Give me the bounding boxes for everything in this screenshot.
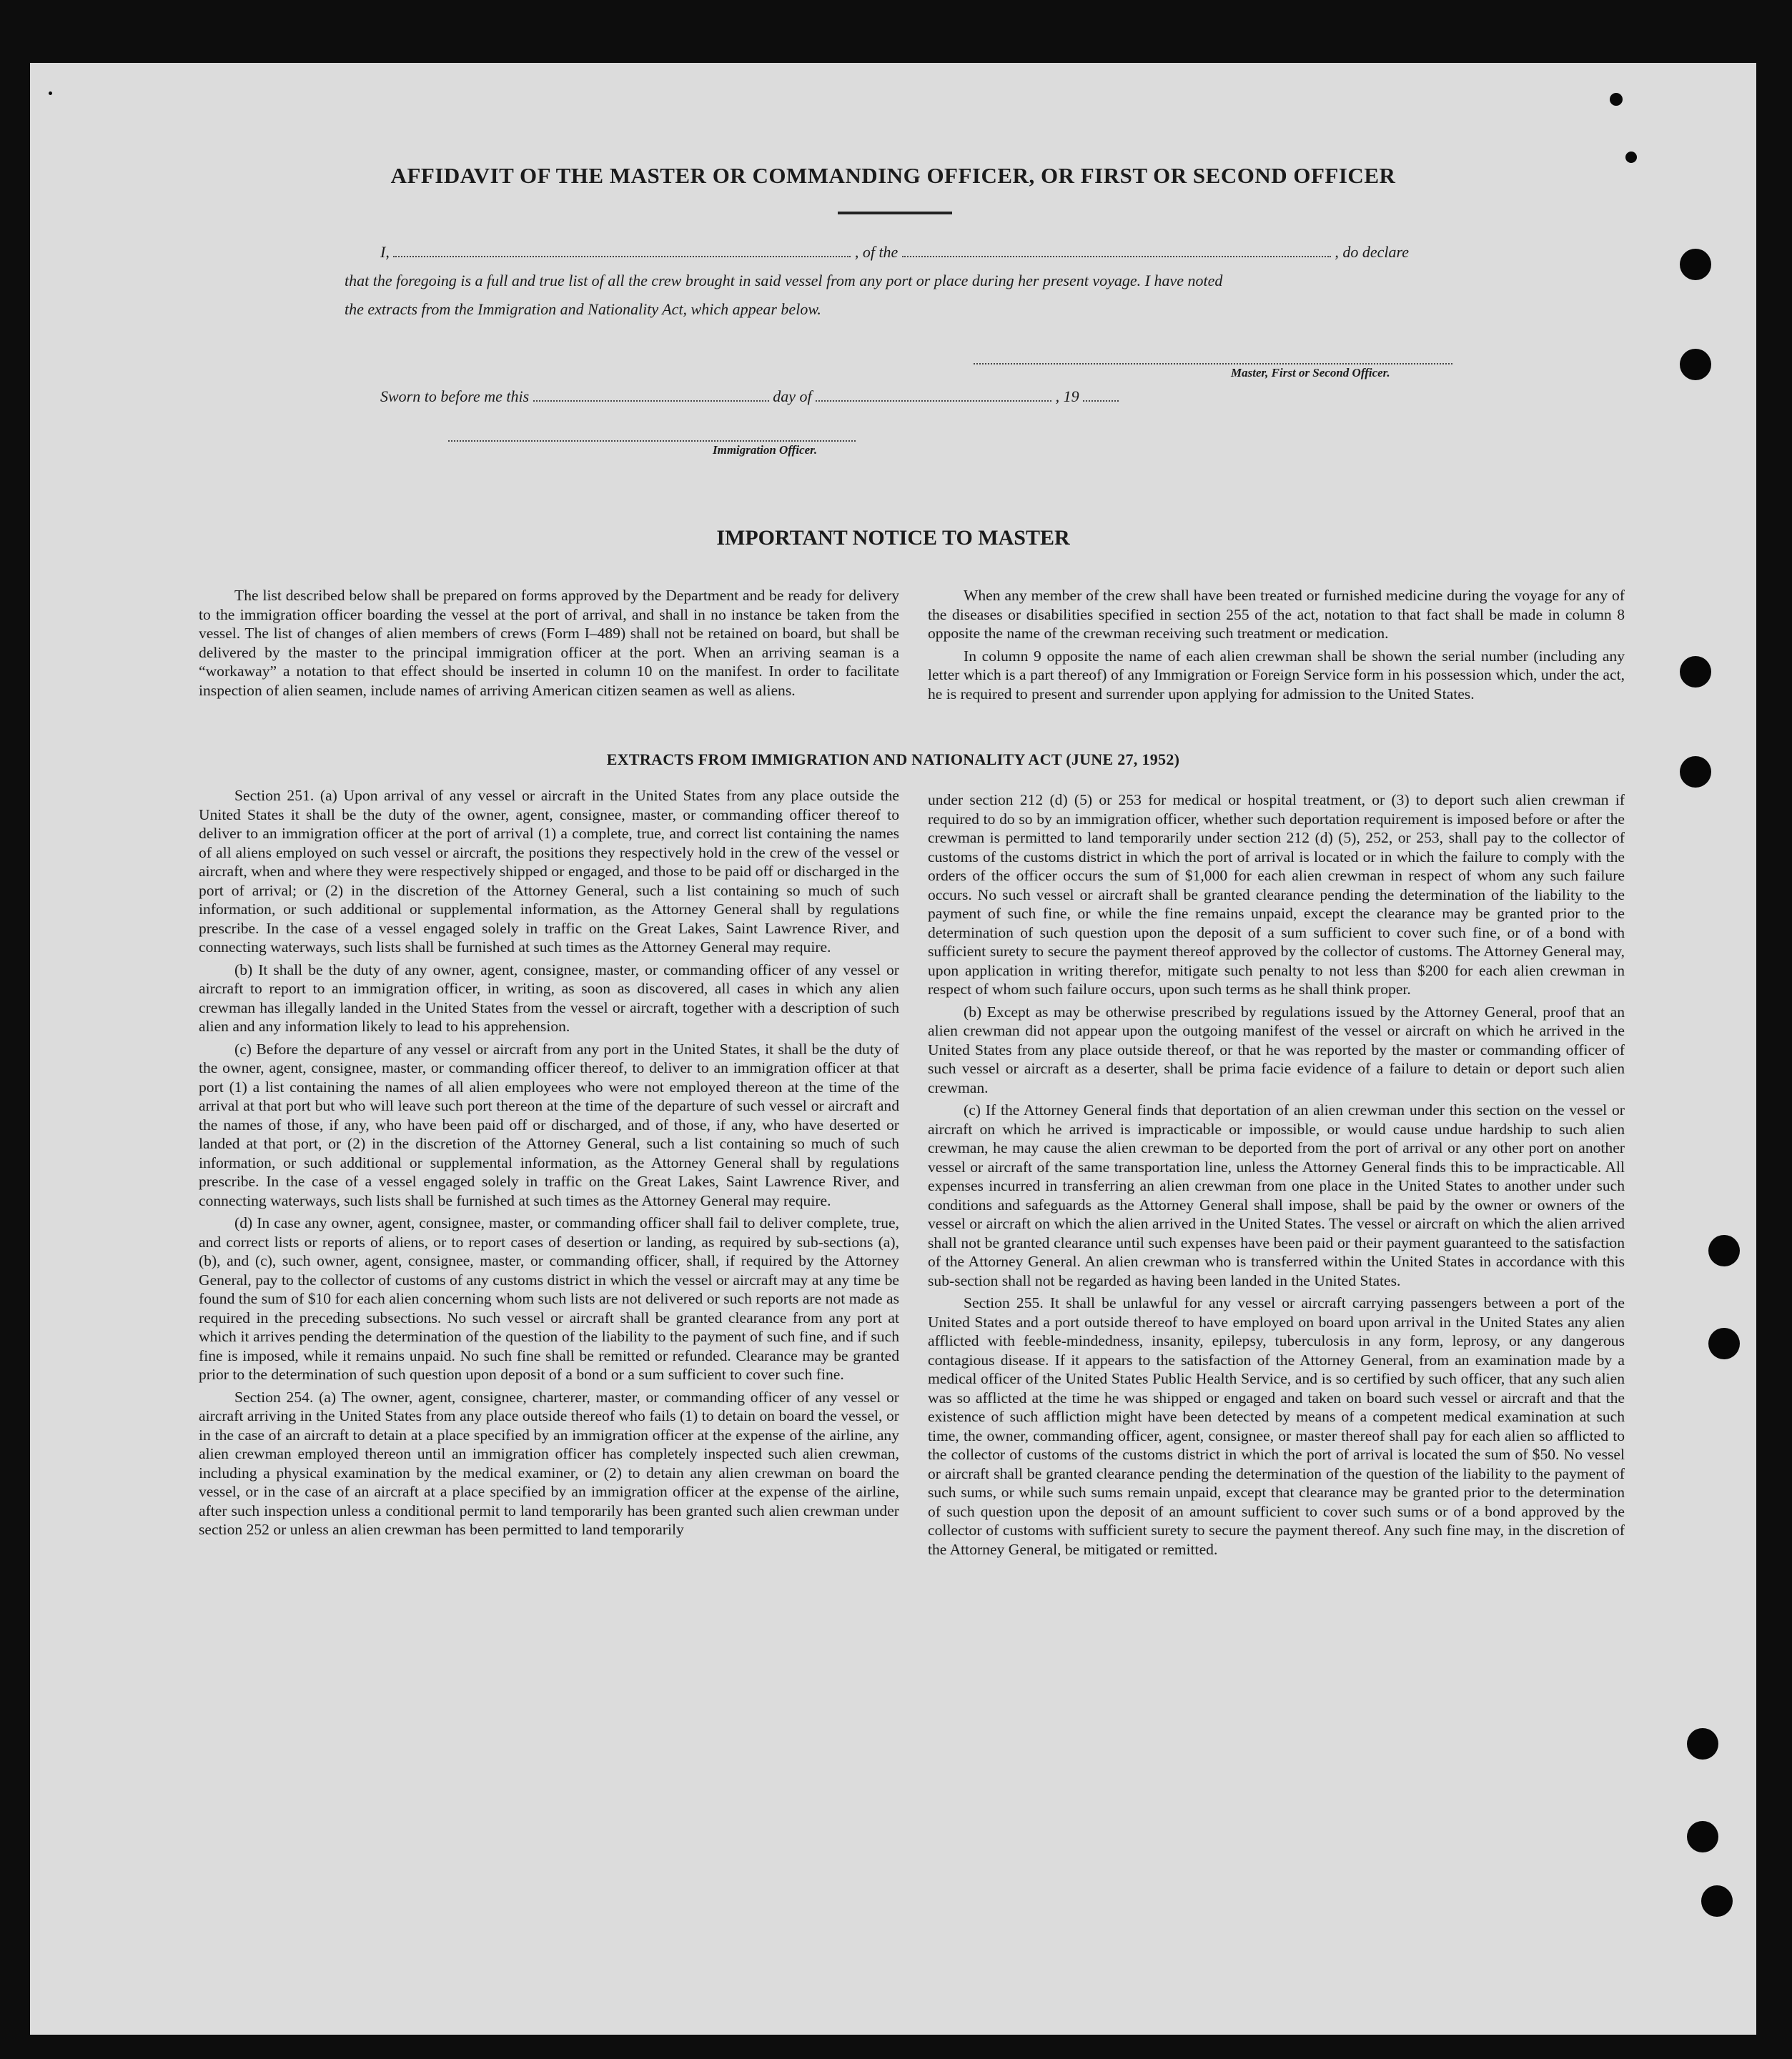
master-signature-label: Master, First or Second Officer. [1231,366,1390,379]
ink-speck [49,91,52,95]
notice-right-paragraph-2: In column 9 opposite the name of each alien crewman shall be shown the serial number (including any letter which is a part thereof) of any Immigration or Foreign Service form in his possession which, under the act, he is required to present and surrender upon applying for admission to the United States. [928,647,1625,703]
binder-hole [1701,1885,1733,1917]
section-251-d: (d) In case any owner, agent, consignee, master, or commanding officer shall fail to deliver complete, true, and correct lists or reports of aliens, or to report cases of desertion or landing, as required by sub-sections (a), (b), and (c), such owner, agent, consignee, master, or commanding officer, shall, if required by the Attorney General, pay to the collector of customs of any customs district in which the vessel or aircraft may at any time be found the sum of $10 for each alien concerning whom such lists are not delivered or such reports are not made as required in the preceding subsections. No such vessel or aircraft shall be granted clearance from any port at which it arrives pending the determination of the question of the liability to the payment of such fine, and if such fine is imposed, while it remains unpaid. No such fine shall be remitted or refunded. Clearance may be granted prior to the determination of such question upon deposit of a bond or a sum sufficient to cover such fine. [199,1214,899,1383]
day-of-label: day of [773,387,812,405]
extracts-left-column [199,786,899,1543]
i-label: I, [380,243,390,261]
section-255: Section 255. It shall be unlawful for any vessel or aircraft carrying passengers between a port of the United States and a port outside thereof to have employed on board upon arrival in the United States any alien afflicted with feeble-mindedness, insanity, epilepsy, tuberculosis in any form, leprosy, or any dangerous contagious disease. If it appears to the satisfaction of the Attorney General, from an examination made by a medical officer of the United States Public Health Service, and is so certified by such officer, that any such alien was so afflicted at the time he was shipped or engaged and taken on board such vessel or aircraft and that the existence of such affliction might have been detected by means of a competent medical examination at such time, the owner, commanding officer, agent, consignee, or master thereof shall pay for each alien so afflicted to the collector of customs of the customs district in which the port of arrival is located the sum of $50. No vessel or aircraft shall be granted clearance pending the determination of the question of the liability to the payment of such sums, or while such sums remain unpaid, except that clearance may be granted prior to the determination of such question upon the deposit of an amount sufficient to cover such sums or of a bond approved by the collector of customs with sufficient surety to secure the payment thereof. Any such fine may, in the discretion of the Attorney General, be mitigated or remitted. [928,1294,1625,1558]
binder-hole [1708,1328,1740,1359]
sworn-day-field[interactable] [533,400,769,402]
binder-hole [1708,1235,1740,1266]
declaration-line-1 [380,243,1409,262]
immigration-officer-signature-line[interactable] [448,440,856,442]
declaration-line-3: the extracts from the Immigration and Nationality Act, which appear below. [345,300,821,318]
binder-hole [1687,1821,1718,1852]
section-251-b: (b) It shall be the duty of any owner, agent, consignee, master, or commanding officer of any vessel or aircraft to report to an immigration officer, in writing, as soon as discovered, all cases in which any alien crewman has illegally landed in the United States from the vessel or aircraft, together with a description of such alien and any information likely to lead to his apprehension. [199,961,899,1035]
title-rule [838,212,952,214]
binder-hole [1680,656,1711,688]
declaration-line-2: that the foregoing is a full and true list of all the crew brought in said vessel from any port or place during her present voyage. I have noted [345,272,1223,289]
binder-hole [1680,249,1711,280]
section-251-c: (c) Before the departure of any vessel or aircraft from any port in the United States, it shall be the duty of the owner, agent, consignee, master, or commanding officer thereof, to deliver to an immigration officer at that port (1) a list containing the names of all alien employees who were not employed thereon at the time of the arrival at that port but who will leave such port thereon at the time of the departure of such vessel or aircraft and the names of those, if any, who have been paid off or discharged, and of those, if any, who have deserted or landed at that port, or (2) in the discretion of the Attorney General, such a list containing so much of such information, or such additional or supplemental information, as the Attorney General shall by regulations prescribe. In the case of a vessel engaged solely in traffic on the Great Lakes, Saint Lawrence River, and connecting waterways, such lists shall be furnished at such times as the Attorney General may require. [199,1040,899,1209]
section-254-a-continued: under section 212 (d) (5) or 253 for medical or hospital treatment, or (3) to deport such alien crewman if required to do so by an immigration officer, whether such deportation requirement is imposed before or after the crewman is permitted to land temporarily under section 212 (d) (5), 252, or 253, shall pay to the collector of customs of the customs district in which the port of arrival is located or in which the failure to comply with the orders of the officer occurs the sum of $1,000 for each alien crewman in respect of whom any such failure occurs. No such vessel or aircraft shall be granted clearance pending the determination of the liability to the payment of such fine, or while the fine remains unpaid, except the clearance may be granted prior to the determination of such question upon the deposit of a sum sufficient to cover such fine, or of a bond with sufficient surety to secure the payment thereof approved by the collector of customs. The Attorney General may, upon application in writing therefor, mitigate such penalty to not less than $200 for each alien crewman in respect of whom such failure occurs, upon such terms as he shall think proper. [928,791,1625,998]
ink-speck [1625,152,1637,163]
master-signature-line[interactable] [974,363,1452,364]
sworn-label: Sworn to before me this [380,387,530,405]
section-254-a: Section 254. (a) The owner, agent, consignee, charterer, master, or commanding officer of any vessel or aircraft arriving in the United States from any place outside thereof who fails (1) to detain on board the vessel, or in the case of an aircraft to detain at a place specified by an immigration officer at the expense of the airline, any alien crewman employed thereon until an immigration officer has completely inspected such alien crewman, including a physical examination by the medical examiner, or (2) to detain any alien crewman on board the vessel, or in the case of an aircraft at a place specified by an immigration officer at the expense of the airline, after such inspection unless a conditional permit to land temporarily has been granted such alien crewman under section 252 or unless an alien crewman has been permitted to land temporarily [199,1388,899,1538]
immigration-officer-label: Immigration Officer. [713,443,818,457]
year-label: , 19 [1055,387,1079,405]
binder-hole [1680,756,1711,788]
notice-right-paragraph-1: When any member of the crew shall have been treated or furnished medicine during the voyage for any of the diseases or disabilities specified in section 255 of the act, notation to that fact shall be made in column 8 opposite the name of the crewman receiving such treatment or medication. [928,587,1625,642]
do-declare-label: , do declare [1335,243,1409,261]
notice-title: IMPORTANT NOTICE TO MASTER [716,526,1070,550]
binder-hole [1687,1728,1718,1760]
section-254-b: (b) Except as may be otherwise prescribed by regulations issued by the Attorney General, proof that an alien crewman did not appear upon the outgoing manifest of the vessel or aircraft on which he arrived in the United States from any place outside thereof, or that he was reported by the master or commanding officer of such vessel or aircraft as a deserter, shall be prima facie evidence of a failure to detain or deport such alien crewman. [928,1003,1625,1096]
section-254-c: (c) If the Attorney General finds that deportation of an alien crewman under this section on the vessel or aircraft on which he arrived is impracticable or impossible, or would cause undue hardship to such alien crewman, he may cause the alien crewman to be deported from the port of arrival or any other port on another vessel or aircraft of the same transportation line, unless the Attorney General finds this to be impracticable. All expenses incurred in transferring an alien crewman from one place in the United States to another under such conditions and safeguards as the Attorney General shall impose, shall be paid by the owner or owners of the vessel or aircraft on which the alien arrived in the United States. The vessel or aircraft on which the alien arrived shall not be granted clearance until such expenses have been paid or their payment guaranteed to the satisfaction of the Attorney General. An alien crewman who is transferred within the United States in accordance with this sub-section shall not be regarded as having been landed in the United States. [928,1101,1625,1289]
name-field[interactable] [393,256,851,257]
sworn-line [380,387,1119,406]
sworn-year-field[interactable] [1083,400,1119,402]
extracts-right-column [928,790,1625,1562]
document-page [30,63,1756,2035]
extracts-title: EXTRACTS FROM IMMIGRATION AND NATIONALITY ACT (JUNE 27, 1952) [606,750,1180,768]
of-the-label: , of the [854,243,899,261]
notice-right-column [928,586,1625,707]
binder-hole [1680,349,1711,380]
section-251-a: Section 251. (a) Upon arrival of any vessel or aircraft in the United States from any place outside the United States it shall be the duty of the owner, agent, consignee, master, or commanding officer thereof to deliver to an immigration officer at the port of arrival (1) a complete, true, and correct list containing the names of all aliens employed on such vessel or aircraft, the positions they respectively hold in the crew of the vessel or aircraft, when and where they were respectively shipped or engaged, and those to be paid off or discharged in the port of arrival; or (2) in the discretion of the Attorney General, such a list containing so much of such information, or such additional or supplemental information, as the Attorney General shall by regulations prescribe. In the case of a vessel engaged solely in traffic on the Great Lakes, Saint Lawrence River, and connecting waterways, such lists shall be furnished at such times as the Attorney General may require. [199,787,899,956]
ink-speck [1610,93,1623,106]
notice-left-paragraph: The list described below shall be prepared on forms approved by the Department and be ready for delivery to the immigration officer boarding the vessel at the port of arrival, and shall in no instance be taken from the vessel. The list of changes of alien members of crews (Form I–489) shall not be retained on board, but shall be delivered by the master to the principal immigration officer at the port. When an arriving seaman is a “workaway” a notation to that effect should be inserted in column 10 on the manifest. In order to facilitate inspection of alien seamen, include names of arriving American citizen seamen as well as aliens. [199,587,899,699]
notice-left-column [199,586,899,703]
affidavit-title: AFFIDAVIT OF THE MASTER OR COMMANDING OFFICER, OR FIRST OR SECOND OFFICER [390,163,1396,188]
sworn-month-field[interactable] [816,400,1051,402]
vessel-field[interactable] [902,256,1331,257]
